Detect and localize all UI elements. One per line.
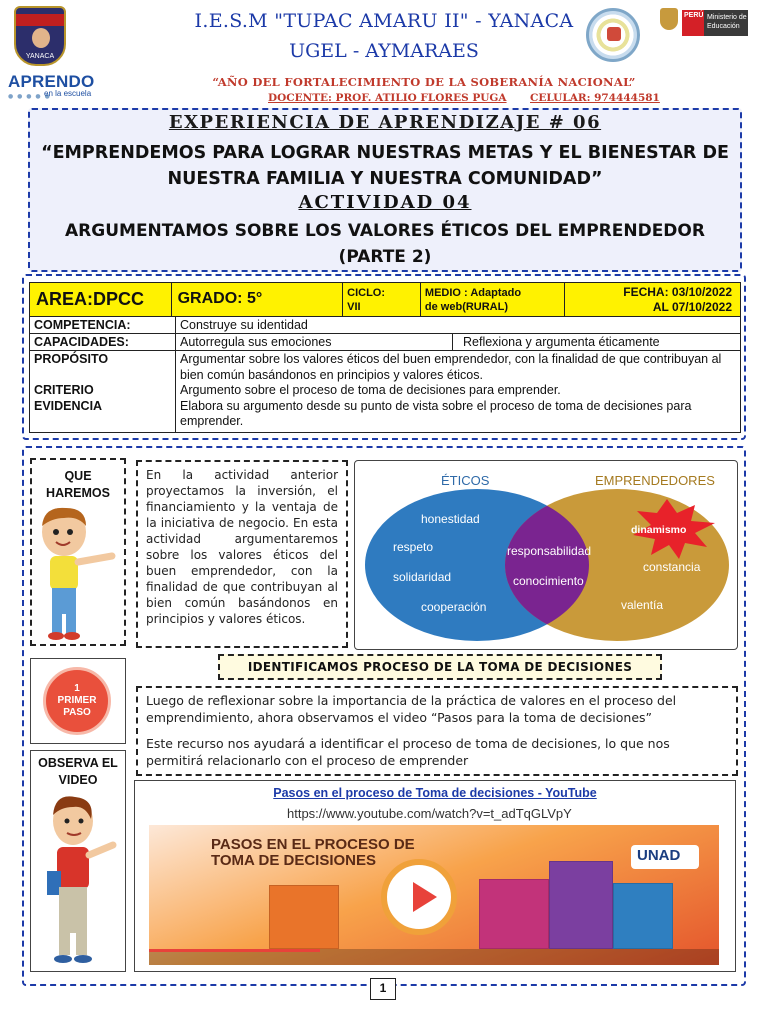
play-button-icon[interactable] <box>381 859 457 935</box>
ciclo-cell <box>343 283 421 316</box>
proposito-row <box>29 351 741 433</box>
primer-paso-box <box>30 658 126 744</box>
video-progress-bar[interactable] <box>149 949 320 952</box>
capacidades-row <box>29 334 741 351</box>
page-number: 1 <box>370 978 396 1000</box>
venn-diagram <box>354 460 738 650</box>
fecha-end: AL 07/10/2022 <box>652 300 732 314</box>
video-link[interactable]: Pasos en el proceso de Toma de decisiones - YouTube <box>273 786 597 800</box>
venn-left-item: respeto <box>393 540 434 554</box>
experience-box <box>28 108 742 272</box>
ministry-name: Ministerio de Educación <box>704 10 748 36</box>
experience-quote: “EMPRENDEMOS PARA LOGRAR NUESTRAS METAS Y EL BIENESTAR DE NUESTRA FAMILIA Y NUESTRA COMUNIDAD” <box>41 143 729 189</box>
aprendo-logo-sub: en la escuela <box>44 89 92 98</box>
video-thumbnail-title: PASOS EN EL PROCESO DE TOMA DE DECISIONES <box>211 836 415 869</box>
video-panel <box>134 780 736 972</box>
boy-presenting-illustration <box>33 791 125 971</box>
area-cell: AREA:DPCC <box>30 283 172 316</box>
competencia-row <box>29 317 741 334</box>
ciclo-label: CICLO: <box>347 287 386 299</box>
competencia-label: COMPETENCIA: <box>30 317 176 333</box>
spacer <box>34 368 175 384</box>
row-values <box>176 351 740 432</box>
reflection-paragraph-2: Este recurso nos ayudará a identificar el proceso de toma de decisiones, lo que nos permitirá relacionarlo con el proceso de emprender <box>146 736 670 768</box>
venn-left-label: ÉTICOS <box>441 473 490 488</box>
unad-logo: UNAD <box>631 845 699 869</box>
ciclo-value: VII <box>347 301 361 313</box>
observa-video-label: OBSERVA EL VIDEO <box>38 756 118 787</box>
ugel-title: UGEL - AYMARAES <box>289 40 479 62</box>
venn-right-item: constancia <box>643 560 701 574</box>
capacidades-label: CAPACIDADES: <box>30 334 176 350</box>
venn-right-label: EMPRENDEDORES <box>595 473 715 488</box>
que-haremos-label: QUE HAREMOS <box>46 469 110 500</box>
step-number: 1 <box>74 683 80 694</box>
venn-center-item: conocimiento <box>513 574 584 588</box>
venn-left-item: solidaridad <box>393 570 452 584</box>
criterio-label: CRITERIO <box>34 383 94 397</box>
boy-pointing-illustration <box>34 504 126 644</box>
teacher-name: DOCENTE: PROF. ATILIO FLORES PUGA <box>268 92 507 104</box>
section-title: IDENTIFICAMOS PROCESO DE LA TOMA DE DECISIONES <box>218 654 662 680</box>
proposito-label: PROPÓSITO <box>34 352 109 366</box>
national-shield-icon <box>660 8 678 30</box>
grado-cell: GRADO: 5° <box>172 283 344 316</box>
video-thumbnail[interactable] <box>149 825 719 965</box>
year-motto: “AÑO DEL FORTALECIMIENTO DE LA SOBERANÍA NACIONAL” <box>212 75 636 89</box>
fecha-start: FECHA: 03/10/2022 <box>623 285 732 299</box>
school-title: I.E.S.M "TUPAC AMARU II" - YANACA <box>194 10 574 32</box>
venn-left-item: honestidad <box>421 512 480 526</box>
venn-svg <box>355 461 739 651</box>
medio-label: MEDIO : Adaptado <box>424 287 522 299</box>
aprendo-logo-text: APRENDO <box>8 72 95 91</box>
venn-burst-label: dinamismo <box>631 524 687 536</box>
competencia-value: Construye su identidad <box>180 318 308 332</box>
primer-paso-badge <box>43 667 111 735</box>
proposito-value: Argumentar sobre los valores éticos del buen emprendedor, con la finalidad de que contribuyan al bien común basándonos en principios y valores éticos. <box>180 352 722 382</box>
ministry-logo <box>660 8 748 42</box>
institution-seal-icon <box>586 8 640 62</box>
activity-title: ACTIVIDAD 04 <box>298 192 472 213</box>
experience-title: EXPERIENCIA DE APRENDIZAJE # 06 <box>168 112 602 133</box>
medio-value: de web(RURAL) <box>424 301 509 313</box>
crest-caption: YANACA <box>25 53 55 60</box>
intro-text: En la actividad anterior proyectamos la inversión, el financiamiento y la ventaja de la iniciativa de negocio. En esta actividad argumentaremos sobre los valores éticos del buen emprendedor, con la finalidad de que contribuyan al bien común basándonos en principios y valores éticos. <box>136 460 348 648</box>
venn-right-item: valentía <box>621 598 664 612</box>
medio-cell <box>421 283 565 316</box>
fecha-cell <box>565 283 741 316</box>
evidencia-value: Elabora su argumento desde su punto de vista sobre el proceso de toma de decisiones para emprender. <box>180 398 692 428</box>
step-label: PRIMER PASO <box>57 695 97 718</box>
area-row <box>29 282 741 317</box>
observa-video-box <box>30 750 126 972</box>
criterio-value: Argumento sobre el proceso de toma de decisiones para emprender. <box>180 383 561 397</box>
que-haremos-box <box>30 458 126 646</box>
venn-left-item: cooperación <box>421 600 487 614</box>
teacher-phone: CELULAR: 974444581 <box>530 92 660 104</box>
venn-center-item: responsabilidad <box>507 544 592 558</box>
cube-shape <box>269 885 339 949</box>
evidencia-label: EVIDENCIA <box>34 398 103 413</box>
cube-shape <box>549 861 613 949</box>
capacidad-1: Autorregula sus emociones <box>180 335 332 349</box>
cube-shape <box>613 883 673 949</box>
capacidad-2: Reflexiona y argumenta éticamente <box>452 334 740 350</box>
aprendo-logo-dots: ● ● ● ● ● <box>8 93 51 100</box>
cube-shape <box>479 879 549 949</box>
video-url[interactable]: https://www.youtube.com/watch?v=t_adTqGLVpY <box>287 806 572 821</box>
activity-subtitle: ARGUMENTAMOS SOBRE LOS VALORES ÉTICOS DEL EMPRENDEDOR (PARTE 2) <box>65 221 705 267</box>
reflection-box <box>136 686 738 776</box>
info-table <box>22 274 746 440</box>
reflection-paragraph-1: Luego de reflexionar sobre la importancia de la práctica de valores en el proceso del emprendimiento, ahora observamos el video “Pasos para la toma de decisiones” <box>146 693 677 725</box>
ministry-country: PERÚ <box>682 10 704 36</box>
row-labels <box>30 351 176 432</box>
